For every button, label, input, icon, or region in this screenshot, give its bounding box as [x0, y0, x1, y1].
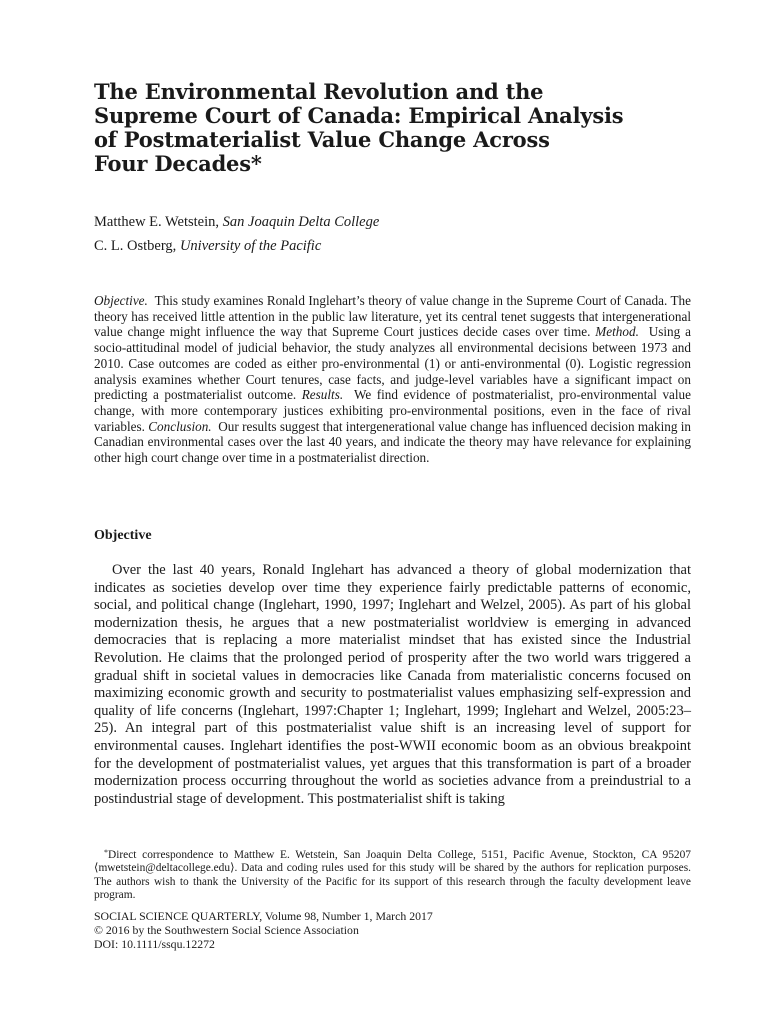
paper-title — [94, 80, 694, 176]
footnote-text: Direct correspondence to Matthew E. Wetstein, San Joaquin Delta College, 5151, Pacific Avenue, Stockton, CA 95207 ⟨mwetstein@deltacollege.edu⟩. Data and coding rules used for this study will be shared by the authors for replication purposes. The authors wish to thank the University of the Pacific for its support of this research through the faculty development leave program. — [94, 849, 691, 901]
title-line: of Postmaterialist Value Change Across — [94, 127, 550, 152]
author-entry — [94, 234, 379, 258]
abstract-conclusion-text: Our results suggest that intergenerational value change has influenced decision making in Canadian environmental cases over the last 40 years, and indicate the theory may have relevance for explaining other high court change over time in a postmaterialist direction. — [94, 418, 692, 466]
author-name: Matthew E. Wetstein, — [94, 214, 220, 230]
journal-doi: DOI: 10.1111/ssqu.12272 — [94, 936, 215, 951]
abstract-objective-label: Objective. — [94, 293, 148, 308]
title-line: Supreme Court of Canada: Empirical Analysis — [94, 103, 624, 128]
abstract-results-label: Results. — [301, 387, 344, 403]
author-affiliation: San Joaquin Delta College — [222, 214, 380, 230]
title-line: Four Decades* — [94, 151, 262, 176]
abstract-method-text: Using a socio-attitudinal model of judicial behavior, the study analyzes all environmental decisions between 1973 and 2010. Case outcomes are coded as either pro-environmental (1) or anti-environmental (0). Logistic regression analysis examines whether Court tenures, case facts, and judge-level variables have a significant impact on predicting a postmaterialist outcome. — [94, 324, 692, 403]
abstract-results-text: We find evidence of postmaterialist, pro-environmental value change, with more contemporary justices exhibiting pro-environmental positions, even in the face of rival variables. — [94, 387, 691, 434]
journal-copyright: © 2016 by the Southwestern Social Science Association — [94, 922, 359, 937]
abstract-method-label: Method. — [595, 324, 639, 340]
footnote — [94, 846, 691, 902]
abstract — [94, 293, 691, 466]
journal-citation: SOCIAL SCIENCE QUARTERLY, Volume 98, Number 1, March 2017 — [94, 909, 433, 923]
abstract-objective-text: This study examines Ronald Inglehart’s theory of value change in the Supreme Court of Canada. The theory has received little attention in the public law literature, yet its central tenet suggests that intergenerational value change might influence the way that Supreme Court justices decide cases over time. — [94, 293, 692, 340]
author-list — [94, 210, 379, 258]
title-line: The Environmental Revolution and the — [94, 79, 544, 104]
body-paragraph: Over the last 40 years, Ronald Inglehart has advanced a theory of global modernization that indicates as societies develop over time they experience fairly predictable patterns of economic, social, and political change (Inglehart, 1990, 1997; Inglehart and Welzel, 2005). As part of his global modernization thesis, he argues that a new postmaterialist worldview is emerging in advanced democracies that is replacing a more materialist mindset that has existed since the Industrial Revolution. He claims that the prolonged period of prosperity after the two world wars triggered a gradual shift in societal values in democracies like Canada from materialistic concerns focused on maximizing economic growth and security to postmaterialist values emphasizing self-expression and quality of life concerns (Inglehart, 1997:Chapter 1; Inglehart, 1999; Inglehart and Welzel, 2005:23–25). An integral part of this postmaterialist value shift is an increasing level of support for environmental causes. Inglehart identifies the post-WWII economic boom as an obvious breakpoint for the development of postmaterialist values, yet argues that this transformation is part of a broader modernization process occurring throughout the world as societies advance from a preindustrial to a postindustrial stage of development. This postmaterialist shift is taking — [94, 562, 691, 807]
footnote-marker: * — [104, 848, 108, 857]
abstract-conclusion-label: Conclusion. — [148, 418, 212, 434]
journal-info — [94, 910, 433, 951]
author-name: C. L. Ostberg, — [94, 238, 177, 254]
author-affiliation: University of the Pacific — [179, 238, 322, 254]
author-entry — [94, 210, 379, 234]
section-heading: Objective — [94, 528, 152, 543]
